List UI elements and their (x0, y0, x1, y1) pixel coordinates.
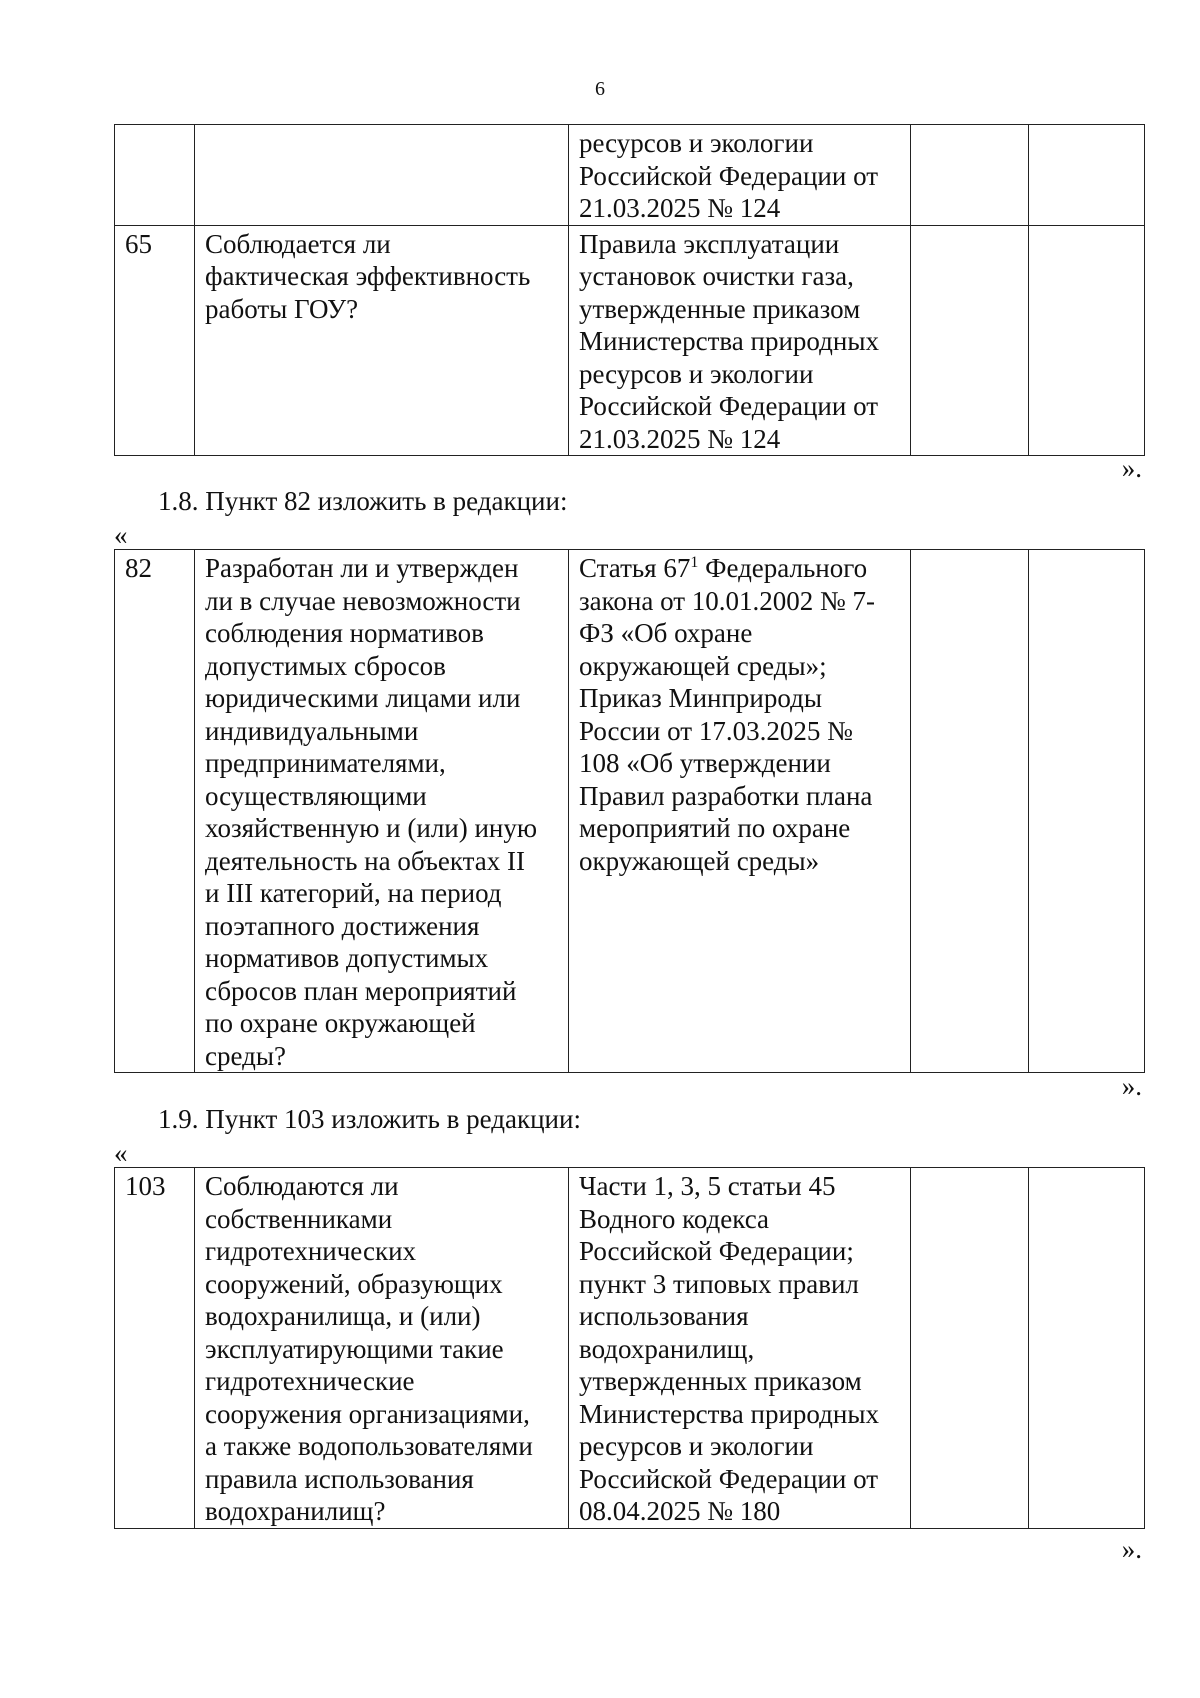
answer-cell (911, 550, 1029, 1073)
table-row (115, 550, 1145, 1073)
item-number-cell: 65 (115, 225, 195, 456)
opening-quote: « (114, 1138, 128, 1168)
item-number-cell (115, 125, 195, 226)
legal-basis-cell: Части 1, 3, 5 статьи 45 Водного кодекса Российской Федерации; пункт 3 типовых правил использования водохранилищ, утвержденных приказом Министерства природных ресурсов и экологии Российской Федерации от 08.04.2025 № 180 (569, 1168, 911, 1529)
closing-quote: ». (1121, 1534, 1142, 1564)
checklist-table-continued (114, 124, 1145, 456)
answer-cell (911, 125, 1029, 226)
question-cell: Разработан ли и утвержден ли в случае невозможности соблюдения нормативов допустимых сбросов юридическими лицами или индивидуальными предпринимателями, осуществляющими хозяйственную и (или) иную деятельность на объектах II и III категорий, на период поэтапного достижения нормативов допустимых сбросов план мероприятий по охране окружающей среды? (195, 550, 569, 1073)
question-cell (195, 125, 569, 226)
item-number-cell: 103 (115, 1168, 195, 1529)
closing-quote: ». (1121, 453, 1142, 483)
table-row (115, 125, 1145, 226)
note-cell (1029, 125, 1145, 226)
checklist-table-item-82 (114, 549, 1145, 1073)
legal-basis-cell: ресурсов и экологии Российской Федерации от 21.03.2025 № 124 (569, 125, 911, 226)
checklist-table-item-103 (114, 1167, 1145, 1529)
legal-basis-cell (569, 550, 911, 1073)
note-cell (1029, 1168, 1145, 1529)
table-row (115, 1168, 1145, 1529)
basis-rest: Федерального закона от 10.01.2002 № 7- ФЗ «Об охране окружающей среды»; Приказ Минприроды России от 17.03.2025 № 108 «Об утверждении Правил разработки плана мероприятий по охране окружающей среды» (579, 553, 876, 876)
note-cell (1029, 225, 1145, 456)
table-row (115, 225, 1145, 456)
closing-quote: ». (1121, 1071, 1142, 1101)
page-number: 6 (595, 78, 605, 100)
item-number-cell: 82 (115, 550, 195, 1073)
section-heading-1-8: 1.8. Пункт 82 изложить в редакции: (158, 486, 568, 516)
basis-prefix: Статья 67 (579, 553, 691, 583)
answer-cell (911, 225, 1029, 456)
opening-quote: « (114, 520, 128, 550)
question-cell: Соблюдается ли фактическая эффективность работы ГОУ? (195, 225, 569, 456)
note-cell (1029, 550, 1145, 1073)
section-heading-1-9: 1.9. Пункт 103 изложить в редакции: (158, 1104, 581, 1134)
legal-basis-cell: Правила эксплуатации установок очистки газа, утвержденные приказом Министерства природных ресурсов и экологии Российской Федерации от 21.03.2025 № 124 (569, 225, 911, 456)
answer-cell (911, 1168, 1029, 1529)
question-cell: Соблюдаются ли собственниками гидротехнических сооружений, образующих водохранилища, и (или) эксплуатирующими такие гидротехнические сооружения организациями, а также водопользователями правила использования водохранилищ? (195, 1168, 569, 1529)
basis-superscript: 1 (690, 554, 699, 571)
